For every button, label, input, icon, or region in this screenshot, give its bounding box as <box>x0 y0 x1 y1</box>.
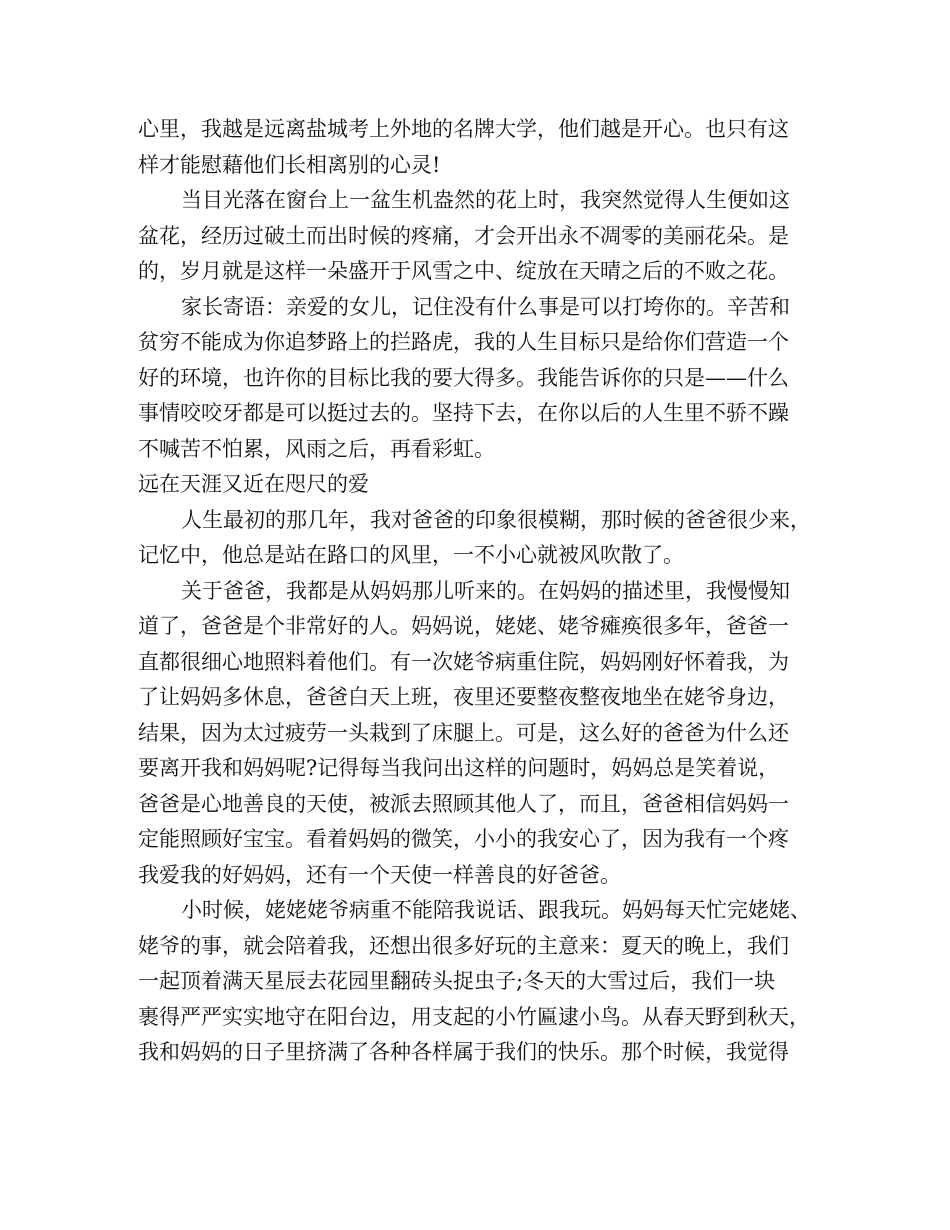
text-line: 我爱我的好妈妈，还有一个天使一样善良的好爸爸。 <box>138 862 621 887</box>
text-line: 人生最初的那几年，我对爸爸的印象很模糊，那时候的爸爸很少来， <box>181 507 811 532</box>
text-line: 盆花，经历过破土而出时候的疼痛，才会开出永不凋零的美丽花朵。是 <box>138 223 789 248</box>
section-heading: 远在天涯又近在咫尺的爱 <box>138 472 369 496</box>
text-line: 家长寄语：亲爱的女儿，记住没有什么事是可以打垮你的。辛苦和 <box>181 294 790 319</box>
text-line: 姥爷的事，就会陪着我，还想出很多好玩的主意来：夏天的晚上，我们 <box>138 933 789 958</box>
body-text <box>138 112 838 1071</box>
text-line: 要离开我和妈妈呢?记得每当我问出这样的问题时，妈妈总是笑着说， <box>138 756 780 780</box>
text-line: 不喊苦不怕累，风雨之后，再看彩虹。 <box>138 436 495 461</box>
text-line: 一起顶着满天星辰去花园里翻砖头捉虫子;冬天的大雪过后，我们一块 <box>138 969 776 993</box>
text-line: 道了，爸爸是个非常好的人。妈妈说，姥姥、姥爷瘫痪很多年，爸爸一 <box>138 614 789 638</box>
text-line: 的，岁月就是这样一朵盛开于风雪之中、绽放在天晴之后的不败之花。 <box>138 259 789 283</box>
text-line: 直都很细心地照料着他们。有一次姥爷病重住院，妈妈刚好怀着我，为 <box>138 649 789 674</box>
text-line: 贫穷不能成为你追梦路上的拦路虎，我的人生目标只是给你们营造一个 <box>138 330 789 354</box>
text-line: 结果，因为太过疲劳一头栽到了床腿上。可是，这么好的爸爸为什么还 <box>138 720 789 745</box>
text-line: 好的环境，也许你的目标比我的要大得多。我能告诉你的只是——什么 <box>138 365 789 390</box>
text-line: 当目光落在窗台上一盆生机盎然的花上时，我突然觉得人生便如这 <box>181 188 790 212</box>
text-line: 心里，我越是远离盐城考上外地的名牌大学，他们越是开心。也只有这 <box>138 117 789 141</box>
text-line: 了让妈妈多休息，爸爸白天上班，夜里还要整夜整夜地坐在姥爷身边， <box>138 685 789 709</box>
text-line: 记忆中，他总是站在路口的风里，一不小心就被风吹散了。 <box>138 543 684 567</box>
text-line: 小时候，姥姥姥爷病重不能陪我说话、跟我玩。妈妈每天忙完姥姥、 <box>181 898 811 922</box>
text-line: 裹得严严实实地守在阳台边，用支起的小竹匾逮小鸟。从春天野到秋天， <box>138 1004 810 1029</box>
text-line: 爸爸是心地善良的天使，被派去照顾其他人了，而且，爸爸相信妈妈一 <box>138 791 789 816</box>
text-line: 事情咬咬牙都是可以挺过去的。坚持下去，在你以后的人生里不骄不躁 <box>138 401 789 425</box>
text-line: 样才能慰藉他们长相离别的心灵! <box>138 152 441 177</box>
text-line: 我和妈妈的日子里挤满了各种各样属于我们的快乐。那个时候，我觉得 <box>138 1040 789 1064</box>
text-line: 定能照顾好宝宝。看着妈妈的微笑，小小的我安心了，因为我有一个疼 <box>138 827 789 851</box>
text-line: 关于爸爸，我都是从妈妈那儿听来的。在妈妈的描述里，我慢慢知 <box>181 578 790 603</box>
